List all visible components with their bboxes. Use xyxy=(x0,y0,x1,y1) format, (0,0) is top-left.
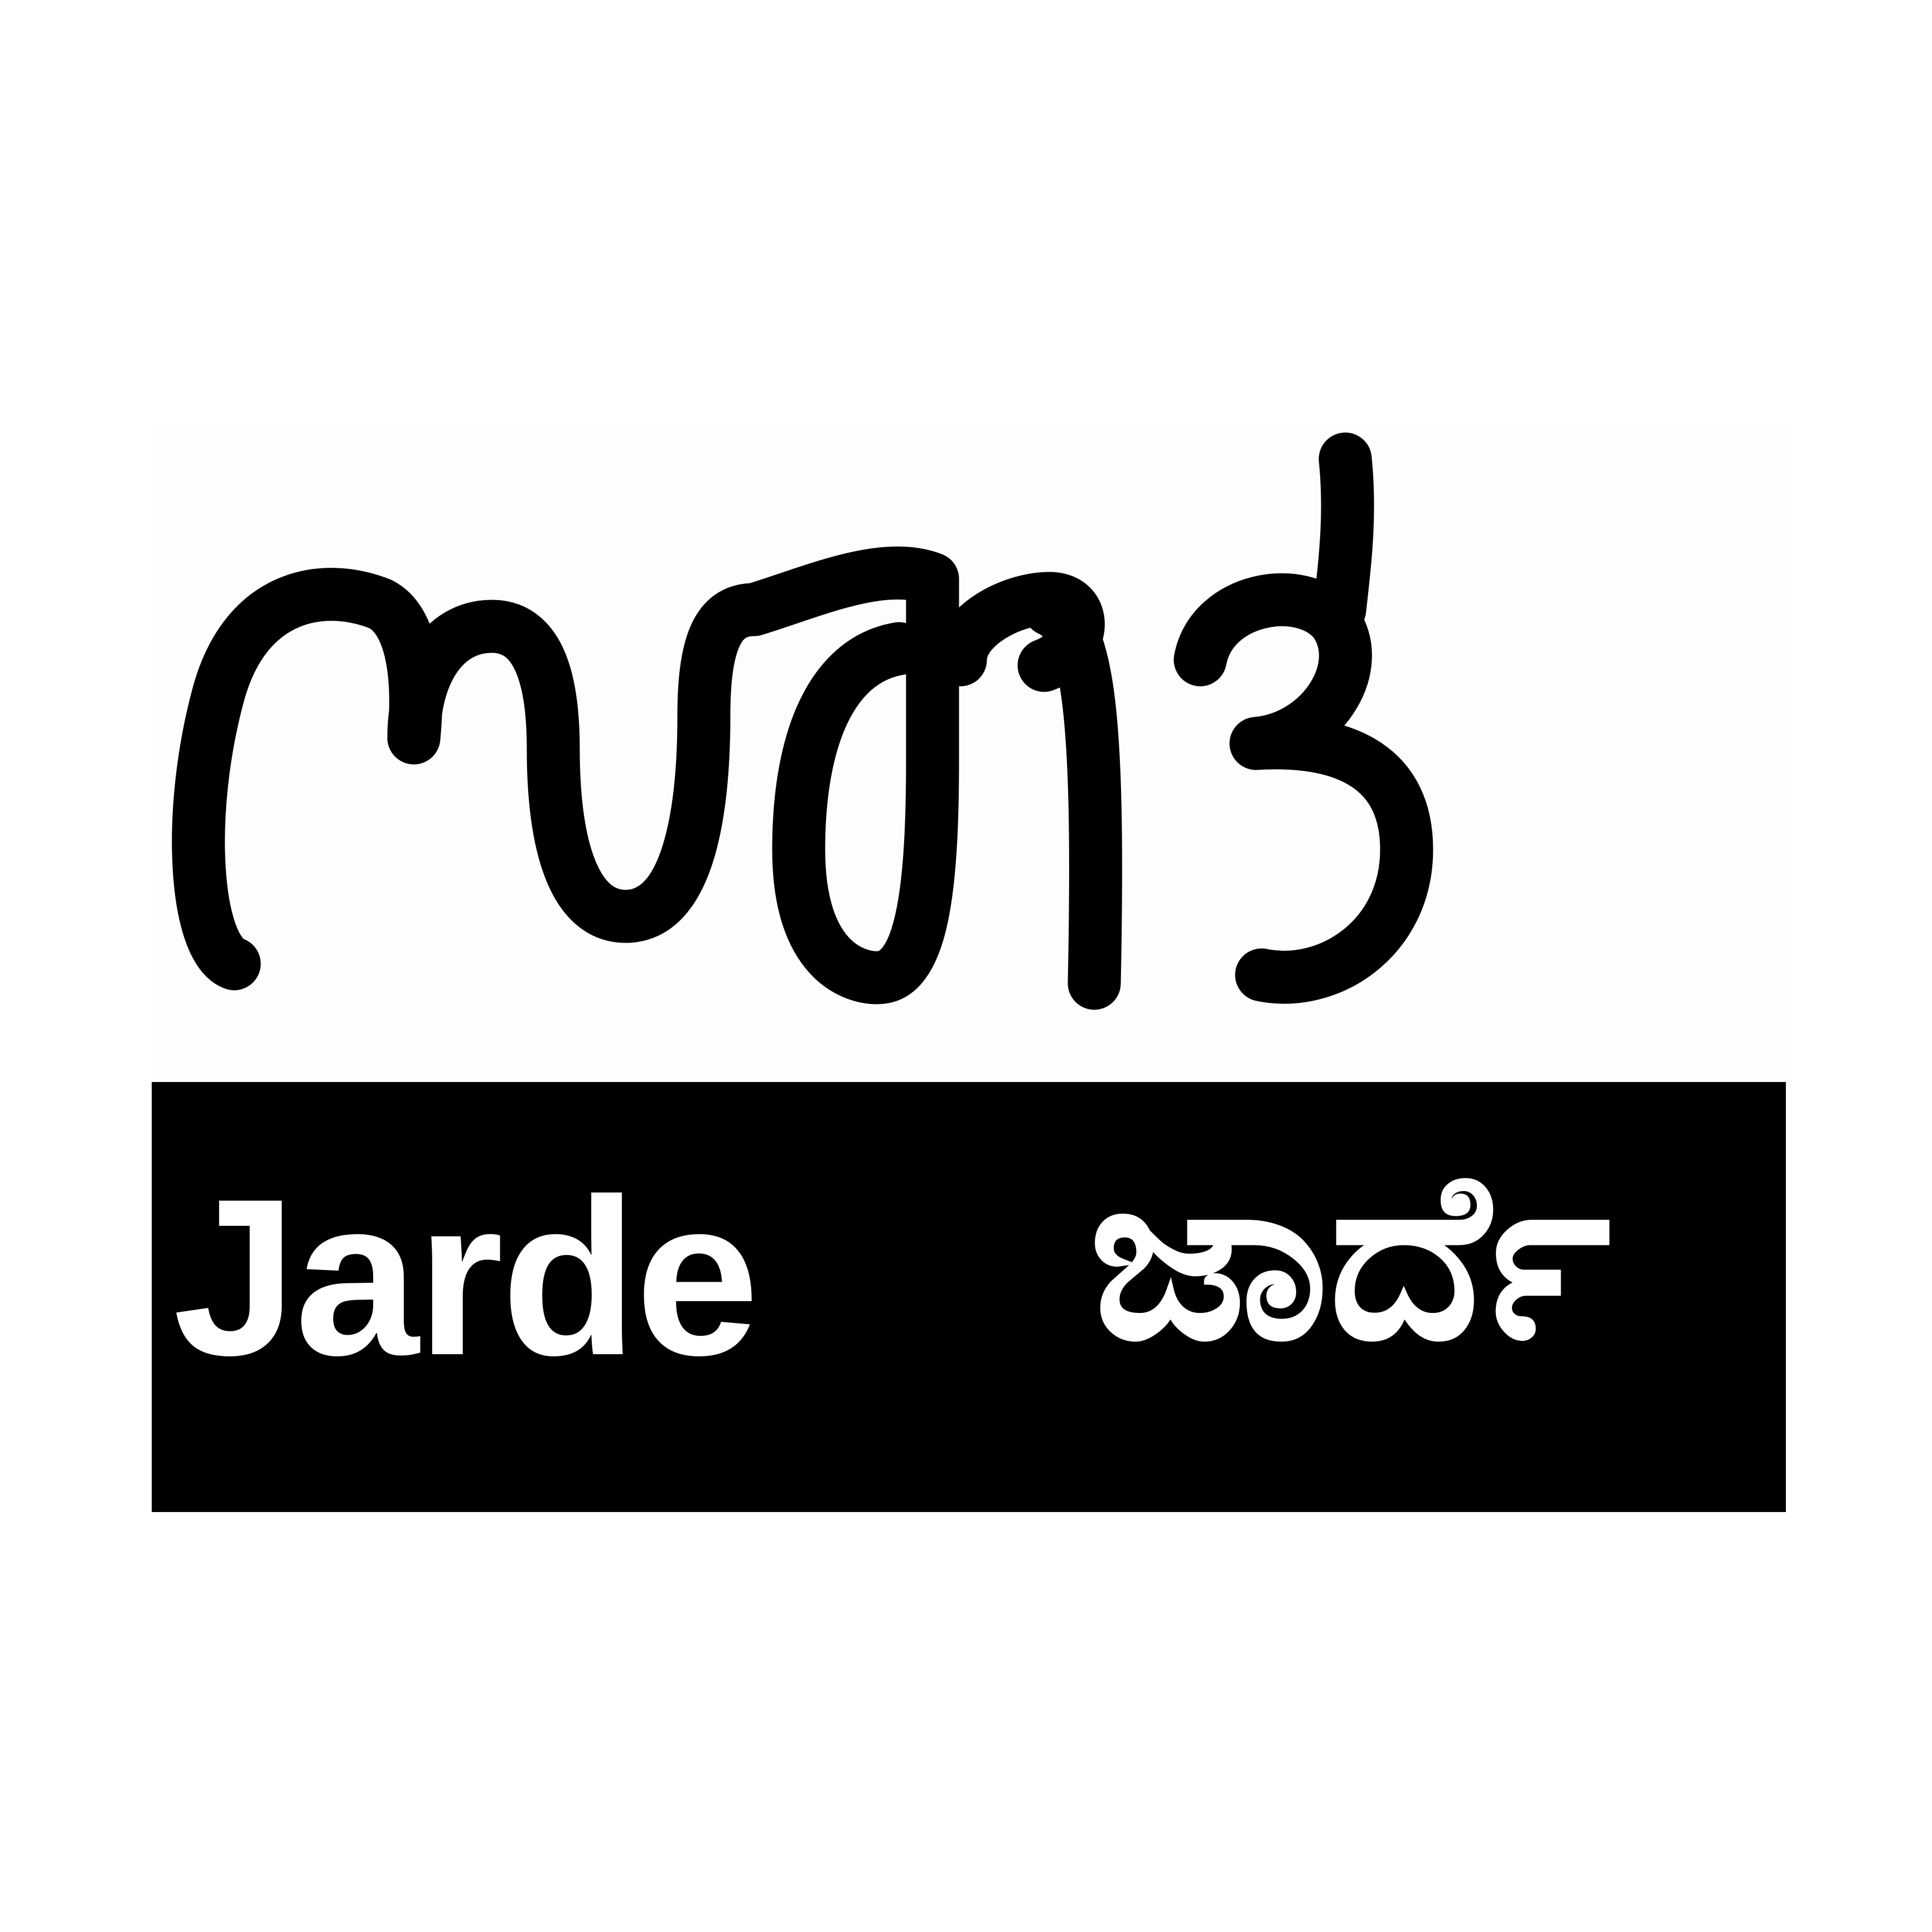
glyph-1 xyxy=(199,595,416,964)
tulu-glyphs xyxy=(152,426,1786,1082)
kannada-text: ಜಾರ್ದೆ xyxy=(1089,1119,1611,1392)
glyph-4 xyxy=(960,598,1095,983)
glyph-3 xyxy=(754,573,933,978)
name-band xyxy=(152,1082,1786,1512)
glyph-2 xyxy=(414,610,754,916)
glyph-5-mark xyxy=(1340,459,1347,610)
transliteration-text: Jarde xyxy=(173,1152,757,1402)
name-card xyxy=(152,426,1786,1512)
glyph-5 xyxy=(1200,600,1407,977)
tulu-script-word-logo xyxy=(152,426,1786,1082)
